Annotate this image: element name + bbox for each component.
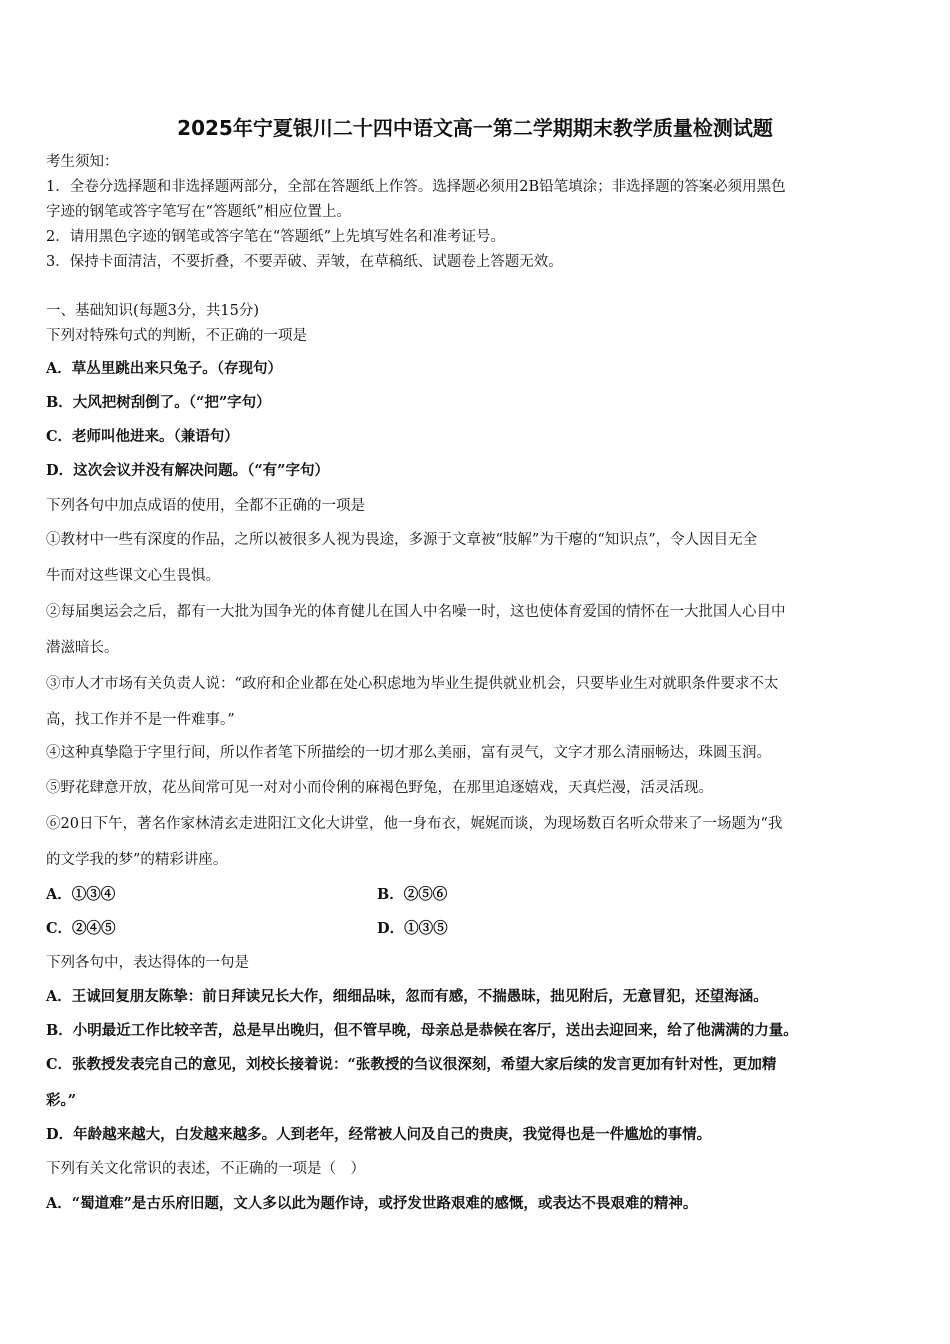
answer-option: D．①③⑤ [377,920,448,937]
passage-line: 牛而对这些课文心生畏惧。 [46,568,220,584]
notice-item: 2．请用黑色字迹的钢笔或答字笔在“答题纸”上先填写姓名和准考证号。 [46,229,506,245]
answer-option: A．①③④ [46,886,116,903]
passage-line: ④这种真挚隐于字里行间，所以作者笔下所描绘的一切才那么美丽，富有灵气，文字才那么清丽畅达，珠圆玉润。 [46,745,771,761]
answer-option: A．王诚回复朋友陈挚：前日拜读兄长大作，细细品味，忽而有感，不揣愚昧，拙见附后，无意冒犯，还望海涵。 [46,988,768,1005]
passage-line: 潜滋暗长。 [46,640,119,656]
answer-option: A．草丛里跳出来只兔子。（存现句） [46,360,282,377]
answer-option: C．张教授发表完自己的意见，刘校长接着说：“张教授的刍议很深刻，希望大家后续的发言更加有针对性，更加精 [46,1056,777,1073]
passage-line: ③市人才市场有关负责人说：“政府和企业都在处心积虑地为毕业生提供就业机会，只要毕业生对就职条件要求不太 [46,676,779,692]
answer-option: B．②⑤⑥ [377,886,448,903]
passage-line: ①教材中一些有深度的作品，之所以被很多人视为畏途，多源于文章被“肢解”为干瘪的“知识点”，令人因目无全 [46,532,758,548]
passage-line: 高，找工作并不是一件难事。” [46,712,235,728]
passage-line: ⑤野花肆意开放，花丛间常可见一对对小而伶俐的麻褐色野兔，在那里追逐嬉戏，天真烂漫，活灵活现。 [46,780,713,796]
answer-option: C．②④⑤ [46,920,116,937]
answer-option: 彩。” [46,1092,77,1109]
question-stem: 下列有关文化常识的表述，不正确的一项是（ ） [46,1161,365,1177]
page-title: 2025年宁夏银川二十四中语文高一第二学期期末教学质量检测试题 [177,116,773,140]
notice-item: 字迹的钢笔或答字笔写在“答题纸”相应位置上。 [46,204,351,220]
question-stem: 下列各句中加点成语的使用，全都不正确的一项是 [46,498,365,514]
notice-heading: 考生须知： [46,154,119,170]
notice-item: 3．保持卡面清洁，不要折叠，不要弄破、弄皱，在草稿纸、试题卷上答题无效。 [46,254,563,270]
passage-line: 的文学我的梦”的精彩讲座。 [46,852,228,868]
question-stem: 下列对特殊句式的判断，不正确的一项是 [46,328,307,344]
notice-item: 1．全卷分选择题和非选择题两部分，全部在答题纸上作答。选择题必须用2B铅笔填涂；非选择题的答案必须用黑色 [46,179,786,195]
answer-option: B．小明最近工作比较辛苦，总是早出晚归，但不管早晚，母亲总是恭候在客厅，送出去迎回来，给了他满满的力量。 [46,1022,798,1039]
answer-option: B．大风把树刮倒了。（“把”字句） [46,394,271,411]
passage-line: ⑥20日下午，著名作家林清玄走进阳江文化大讲堂，他一身布衣，娓娓而谈，为现场数百名听众带来了一场题为“我 [46,816,783,832]
answer-option: C．老师叫他进来。（兼语句） [46,428,239,445]
question-stem: 下列各句中，表达得体的一句是 [46,955,249,971]
answer-option: D．这次会议并没有解决问题。（“有”字句） [46,462,330,479]
passage-line: ②每届奥运会之后，都有一大批为国争光的体育健儿在国人中名噪一时，这也使体育爱国的情怀在一大批国人心目中 [46,604,786,620]
answer-option: D．年龄越来越大，白发越来越多。人到老年，经常被人问及自己的贵庚，我觉得也是一件尴尬的事情。 [46,1126,712,1143]
section-heading: 一、基础知识(每题3分，共15分) [46,303,259,319]
answer-option: A．“蜀道难”是古乐府旧题，文人多以此为题作诗，或抒发世路艰难的感慨，或表达不畏艰难的精神。 [46,1195,698,1212]
